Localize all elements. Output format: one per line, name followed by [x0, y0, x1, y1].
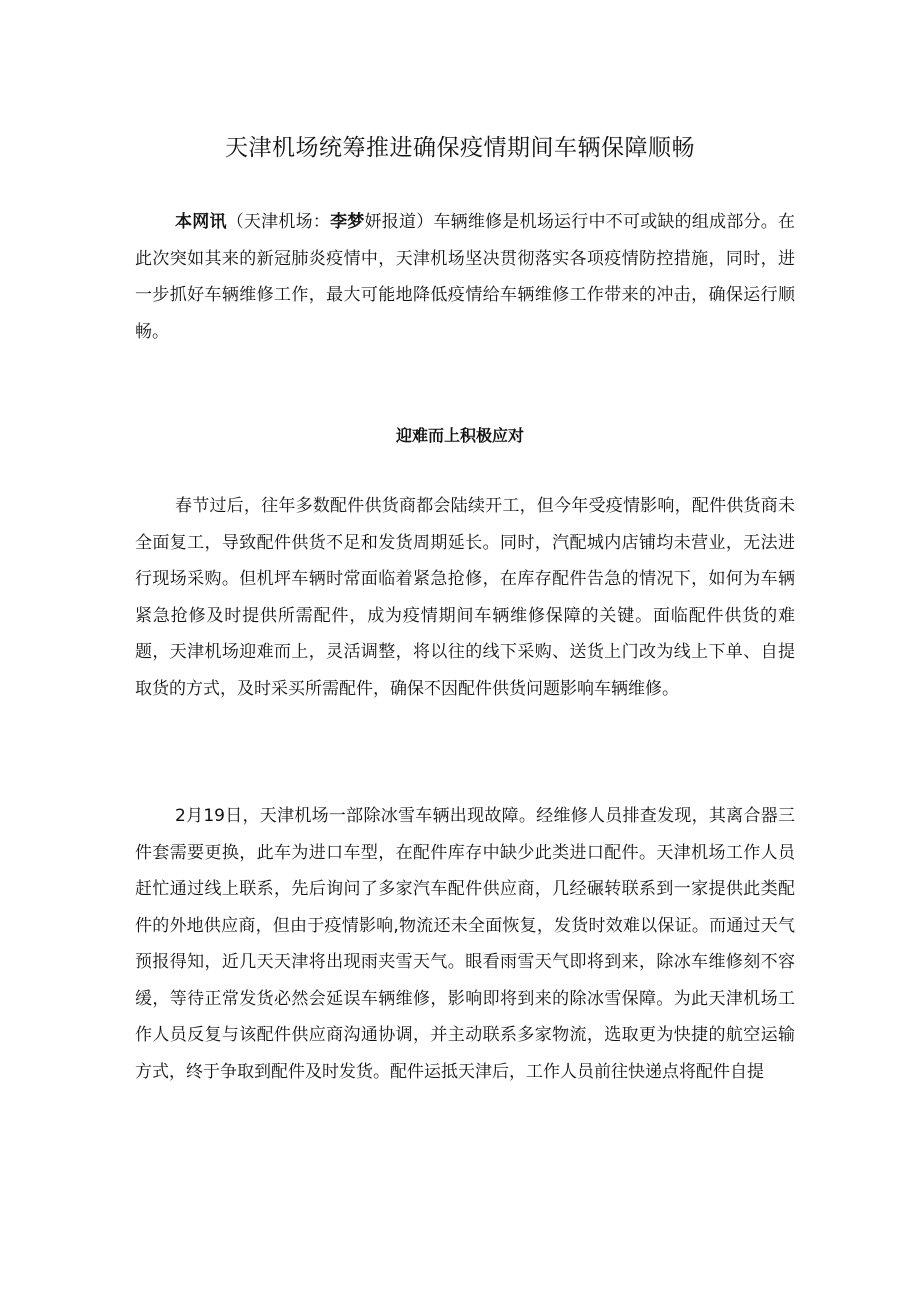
body-paragraph-1: 春节过后，往年多数配件供货商都会陆续开工，但今年受疫情影响，配件供货商未全面复工，导致配件供货不足和发货周期延长。同时，汽配城内店铺均未营业，无法进行现场采购。但机坪车辆时常面临着紧急抢修，在库存配件告急的情况下，如何为车辆紧急抢修及时提供所需配件，成为疫情期间车辆维修保障的关键。面临配件供货的难题，天津机场迎难而上，灵活调整，将以往的线下采购、送货上门改为线上下单、自提取货的方式，及时采买所需配件，确保不因配件供货问题影响车辆维修。: [135, 496, 795, 699]
section-heading: 迎难而上积极应对: [395, 426, 524, 445]
source-label: 本网讯: [175, 212, 227, 232]
body-paragraph-2: 2月19日，天津机场一部除冰雪车辆出现故障。经维修人员排查发现，其离合器三件套需要更换，此车为进口车型，在配件库存中缺少此类进口配件。天津机场工作人员赶忙通过线上联系，先后询问了多家汽车配件供应商，几经碾转联系到一家提供此类配件的外地供应商，但由于疫情影响,物流还未全面恢复，发货时效难以保证。而通过天气预报得知，近几天天津将出现雨夹雪天气。眼看雨雪天气即将到来，除冰车维修刻不容缓，等待正常发货必然会延误车辆维修，影响即将到来的除冰雪保障。为此天津机场工作人员反复与该配件供应商沟通协调，并主动联系多家物流，选取更为快捷的航空运输方式，终于争取到配件及时发货。配件运抵天津后，工作人员前往快递点将配件自提: [135, 806, 795, 1082]
lead-text: 车辆维修是机场运行中不可或缺的组成部分。在此次突如其来的新冠肺炎疫情中，天津机场坚决贯彻落实各项疫情防控措施，同时，进一步抓好车辆维修工作，最大可能地降低疫情给车辆维修工作带来的冲击，确保运行顺畅。: [135, 212, 796, 342]
lead-paragraph: [135, 204, 795, 350]
document-title: 天津机场统筹推进确保疫情期间车辆保障顺畅: [225, 135, 695, 161]
byline-close: 妍报道）: [364, 212, 434, 232]
byline-author: 李梦: [330, 212, 365, 232]
byline-open: （天津机场：: [226, 212, 331, 232]
